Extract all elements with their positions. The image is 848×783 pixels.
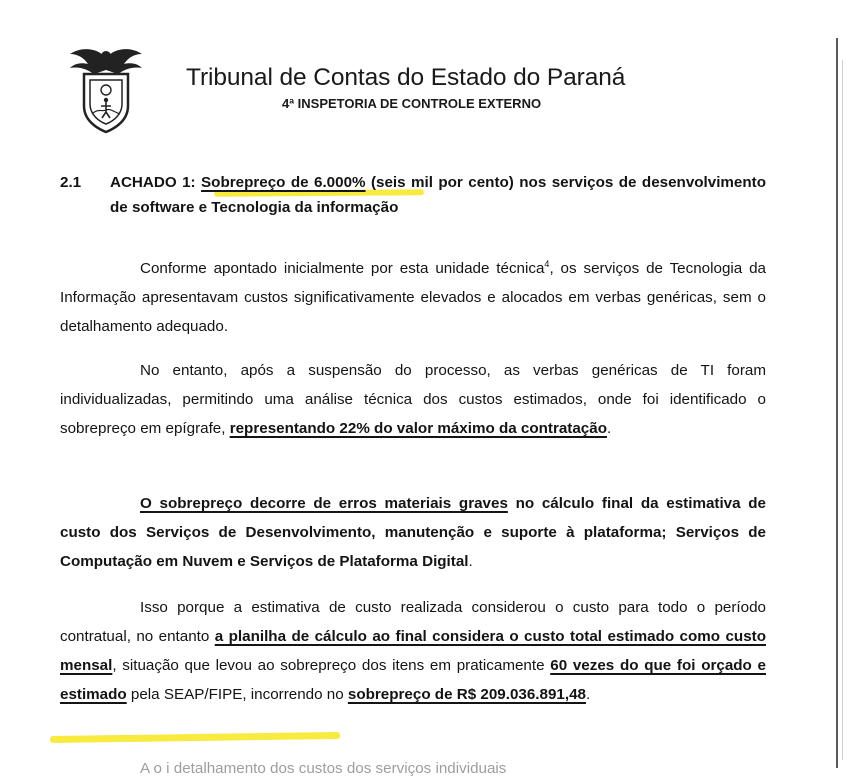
paragraph-2 [60, 356, 766, 443]
paragraph-3 [60, 489, 766, 576]
p1-text-a: Conforme apontado inicialmente por esta unidade técnica [140, 260, 545, 277]
p4-text-c: pela SEAP/FIPE, incorrendo no [126, 686, 348, 703]
p4-text-d: . [585, 686, 591, 703]
page-edge-line-faint [842, 60, 843, 760]
footnote-ref: 4 [544, 258, 550, 269]
yellow-highlight-mark-2 [50, 732, 340, 743]
parana-coat-of-arms-icon [68, 44, 144, 134]
institution-title: Tribunal de Contas do Estado do Paraná [186, 64, 626, 91]
paragraph-1 [60, 254, 766, 341]
p4-text-b: , situação que levou ao sobrepreço dos itens em praticamente [112, 657, 551, 674]
paragraph-4 [60, 593, 766, 709]
page-edge-line [836, 38, 838, 768]
p3-text-b: no cálculo final da estimativa de custo dos Serviços de Desenvolvimento, manutenção e suporte à plataforma; Serviços de Computação em Nuvem e Serviços de Plataforma Digital [60, 495, 766, 570]
section-heading [60, 170, 766, 220]
p5-text: A o i detalhamento dos custos dos serviços individuais [140, 760, 507, 777]
p3-emphasis: O sobrepreço decorre de erros materiais graves [140, 495, 508, 512]
inspectorate-subtitle: 4ª INSPETORIA DE CONTROLE EXTERNO [282, 96, 542, 111]
p4-emphasis-3: sobrepreço de R$ 209.036.891,48 [347, 686, 586, 703]
section-rest: (seis mil por cento) nos serviços de desenvolvimento de software e Tecnologia da informação [110, 174, 766, 216]
section-heading-text [110, 170, 766, 220]
p2-emphasis: representando 22% do valor máximo da contratação [229, 420, 607, 437]
paragraph-5-cut-off [60, 754, 766, 783]
p3-text-c: . [468, 553, 473, 570]
p1-text-b: , os serviços de Tecnologia da Informação apresentavam custos significativamente elevados e alocados em verbas genéricas, sem o detalhamento adequado. [60, 260, 766, 335]
section-highlight-text: Sobrepreço de 6.000% [201, 174, 366, 191]
p4-text-a: Isso porque a estimativa de custo realizada considerou o custo para todo o período contratual, no entanto [60, 599, 766, 645]
p2-text-a: No entanto, após a suspensão do processo, as verbas genéricas de TI foram individualizadas, permitindo uma análise técnica dos custos estimados, onde foi identificado o sobrepreço em epígrafe, [60, 362, 766, 437]
p4-emphasis-1: a planilha de cálculo ao final considera o custo total estimado como custo mensal [60, 628, 766, 674]
p2-text-b: . [606, 420, 612, 437]
section-prefix: ACHADO 1: [110, 174, 202, 191]
section-number: 2.1 [60, 174, 82, 191]
p4-emphasis-2: 60 vezes do que foi orçado e estimado [60, 657, 766, 703]
